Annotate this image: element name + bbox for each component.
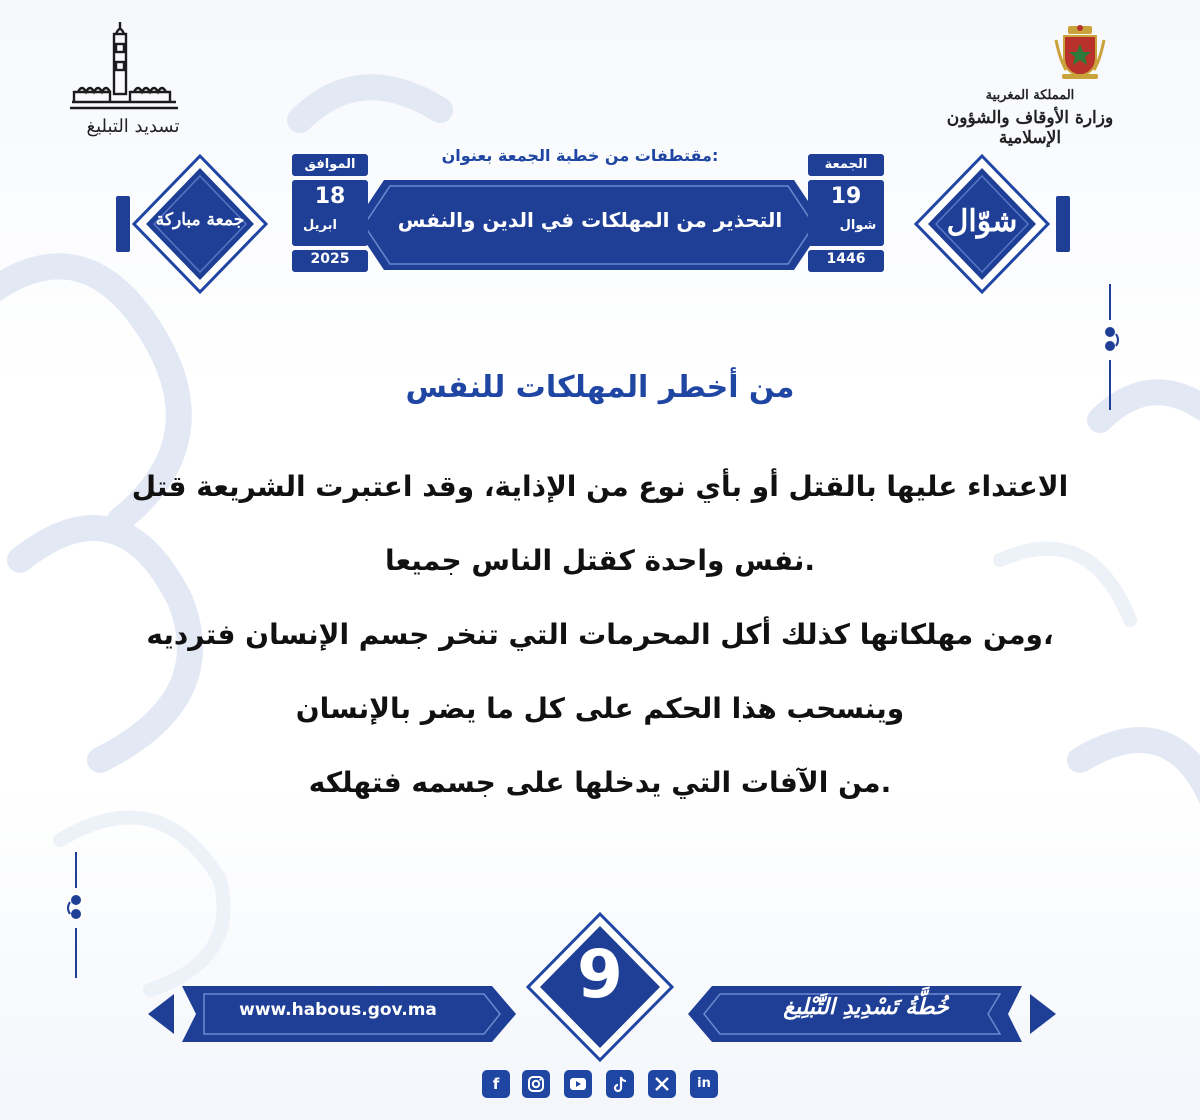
gregorian-day: 18	[314, 184, 346, 209]
hijri-month: شوال	[839, 218, 877, 233]
gregorian-year: 2025	[310, 251, 350, 267]
instagram-icon[interactable]	[522, 1070, 550, 1098]
tiktok-icon[interactable]	[606, 1070, 634, 1098]
facebook-icon[interactable]: f	[482, 1070, 510, 1098]
hijri-day-label: الجمعة	[824, 157, 868, 172]
sermon-title: التحذير من المهلكات في الدين والنفس	[397, 208, 783, 232]
ministry-line1: المملكة المغربية	[985, 88, 1075, 103]
content-line-1: الاعتداء عليها بالقتل أو بأي نوع من الإذاية، وقد اعتبرت الشريعة قتل	[131, 470, 1069, 503]
plan-label: خُطَّةُ تَسْدِيدِ التَّبْلِيغ	[783, 994, 949, 1020]
hijri-year: 1446	[826, 251, 866, 267]
page-number: 9	[577, 936, 623, 1013]
content-heading: من أخطر المهلكات للنفس	[405, 370, 795, 405]
hijri-day: 19	[830, 184, 862, 209]
ministry-line2: وزارة الأوقاف والشؤون الإسلامية	[946, 108, 1114, 148]
linkedin-icon[interactable]: in	[690, 1070, 718, 1098]
right-ornament	[1098, 284, 1122, 410]
content-line-3: ومن مهلكاتها كذلك أكل المحرمات التي تنخر جسم الإنسان فترديه،	[146, 618, 1054, 651]
gregorian-label: الموافق	[304, 157, 356, 172]
content-line-2: نفس واحدة كقتل الناس جميعا.	[384, 544, 815, 577]
left-bar	[116, 196, 130, 252]
x-icon[interactable]	[648, 1070, 676, 1098]
website-link[interactable]: www.habous.gov.ma	[239, 1000, 437, 1020]
right-bar	[1056, 196, 1070, 252]
content-line-5: من الآفات التي يدخلها على جسمه فتهلكه.	[308, 766, 892, 799]
program-name: تسديد التبليغ	[86, 116, 180, 137]
left-ornament	[64, 852, 88, 978]
ministry-emblem	[1052, 22, 1108, 82]
sermon-intro: مقتطفات من خطبة الجمعة بعنوان:	[441, 146, 719, 165]
content-line-4: وينسحب هذا الحكم على كل ما يضر بالإنسان	[295, 692, 905, 725]
tasdid-logo	[68, 22, 180, 118]
gregorian-month: ابريل	[303, 218, 337, 233]
shawwal-badge-text: شوّال	[946, 204, 1018, 239]
jumuah-mubaraka-badge-text: جمعة مباركة	[155, 210, 245, 230]
youtube-icon[interactable]	[564, 1070, 592, 1098]
